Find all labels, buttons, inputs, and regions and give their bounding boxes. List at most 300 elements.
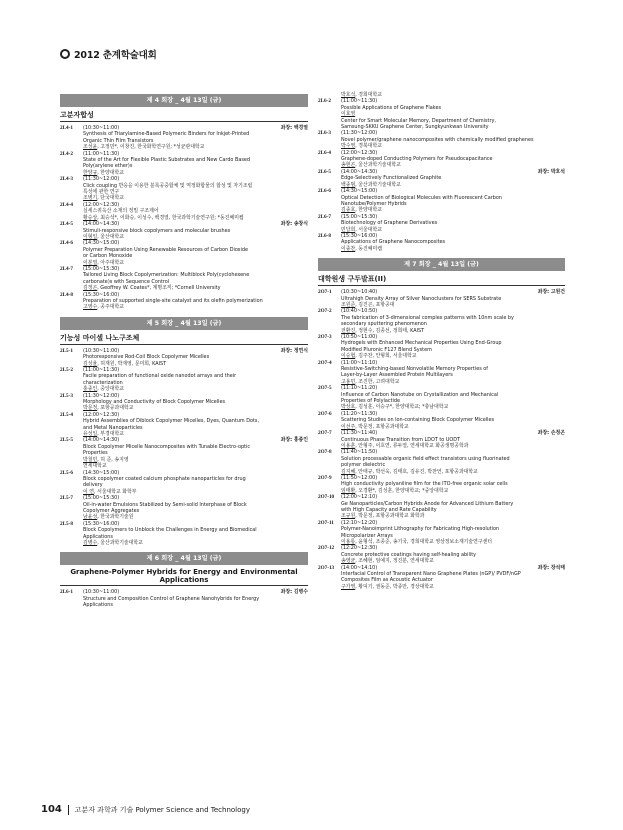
session-chair: 좌장: 손정곤: [537, 430, 565, 437]
talk-body: [341, 545, 565, 564]
co-authors-affiliation: , 허 준, 송지영: [97, 456, 129, 463]
talk-time: (11:00~11:30): [83, 367, 120, 373]
talk-body: [341, 565, 565, 591]
talk-code: 2L4-6: [60, 240, 73, 247]
talk-title-line: Applications: [83, 533, 113, 540]
talk-time: (10:30~11:00): [83, 589, 120, 596]
co-authors-affiliation: , 안형주, 이호연, 류두열, 연세대학교 화공생명공학과: [355, 442, 469, 449]
talk-title-line: or Carbon Monoxide: [83, 253, 133, 260]
talk-code: 2L6-2: [318, 98, 331, 105]
talk-body: [341, 334, 565, 360]
talk-body: [83, 348, 308, 367]
co-authors-affiliation: , 서울대학교: [355, 226, 382, 233]
talk-code: 2L6-8: [318, 232, 331, 239]
session-chair: 좌장: 김병수: [280, 589, 308, 596]
page-number: 104: [41, 804, 62, 815]
talk-entry: [318, 150, 565, 169]
talk-authors: [341, 584, 565, 590]
talk-title-line: High conductivity polyaniline film for the ITO-free organic solar cells: [341, 481, 508, 488]
presenting-author: 김성율: [83, 360, 98, 367]
talk-code: 2O7-5: [318, 385, 332, 392]
page-header: [60, 47, 157, 61]
talk-entry: [60, 367, 308, 393]
talk-time: (11:30~11:40): [341, 430, 378, 437]
talk-body: [341, 188, 565, 214]
presenting-author: 조원준: [341, 301, 356, 308]
talk-body: [83, 266, 308, 292]
co-authors-affiliation: , 서울대학교 화학부: [94, 488, 137, 495]
talk-entry: [60, 202, 308, 221]
talk-body: [341, 150, 565, 169]
talk-entry: [318, 545, 565, 564]
talk-title-line: Graphene-doped Conducting Polymers for Pseudocapacitance: [341, 156, 493, 163]
talk-entry: [318, 360, 565, 386]
session-chair: 좌장: 홍종인: [280, 437, 308, 444]
talk-body: [341, 308, 565, 334]
presenting-author: 송현곤: [341, 162, 356, 169]
talk-entry: [60, 176, 308, 202]
talk-entry: [60, 266, 308, 292]
session-section: [318, 258, 565, 590]
talk-entry: [60, 348, 308, 367]
talk-title-line: Layer-by-Layer Assembled Protein Multilayers: [341, 372, 453, 379]
co-authors-affiliation: , 김성훈, 이승구*, 한양대학교; *충남대학교: [355, 404, 449, 411]
talk-code: 2L6-1: [60, 589, 73, 596]
session-topic-title: 기능성 마이셀 나노구조체: [60, 333, 308, 345]
co-authors-affiliation: , 부경대학교: [97, 431, 124, 438]
co-authors-affiliation: , 김주찬, 안형희, 서울대학교: [355, 353, 417, 360]
talk-title-line: Biotechnology of Graphene Derivatives: [341, 220, 438, 227]
talk-code: 2O7-6: [318, 410, 332, 417]
talk-authors: [341, 246, 565, 252]
talk-code: 2L6-6: [318, 188, 331, 195]
talk-code: 2O7-7: [318, 430, 332, 437]
presenting-author: 고용민: [341, 378, 356, 385]
talk-code: 2L5-2: [60, 367, 73, 373]
co-authors-affiliation: , 안태규, 박선욱, 김태호, 김유진, 박찬언, 포항공과대학교: [355, 468, 478, 475]
talk-code: 2O7-1: [318, 289, 332, 296]
talk-title-line: with High Capacity and Rate Capability: [341, 506, 437, 513]
talk-title-line: 특성에 관한 연구: [83, 189, 120, 196]
presenting-author: 이분열: [83, 259, 98, 266]
talk-body: [341, 130, 565, 149]
talk-time: (11:30~12:00): [83, 176, 120, 183]
talk-title-line: Resistive-Switching-based Nonvolatile Memory Properties of: [341, 366, 489, 373]
talk-title-line: Nanotube/Polymer Hybrids: [341, 200, 407, 207]
presenting-author: 김종호: [341, 207, 356, 214]
page-footer: [41, 804, 250, 815]
talk-entry: [318, 98, 565, 130]
talk-authors: [83, 304, 308, 310]
talk-title-line: Synthesis of Triarylamine-Based Polymeric Binders for Inkjet-Printed: [83, 131, 250, 138]
session-section: [60, 317, 308, 547]
talk-body: [83, 221, 308, 240]
talk-time: (14:00~14:10): [341, 564, 378, 571]
talk-title-line: Properties of Polylactide: [341, 398, 400, 405]
talk-time: (15:00~15:30): [83, 495, 120, 502]
talk-body: [341, 98, 565, 130]
talk-code: 2O7-13: [318, 564, 335, 571]
co-authors-affiliation: , 경희대학교: [355, 92, 382, 98]
talk-body: [341, 411, 565, 430]
talk-body: [83, 495, 308, 521]
talk-title-line: Preparation of supported single-site catalyst and its olefin polymerization: [83, 297, 263, 304]
talk-time: (11:10~11:20): [341, 385, 378, 392]
talk-code: 2L6-5: [318, 168, 331, 175]
footer-divider: [68, 805, 69, 815]
talk-title-line: characterization: [83, 379, 123, 386]
presenting-author: 박호석: [341, 92, 356, 98]
co-authors-affiliation: , 공주대학교: [97, 304, 124, 311]
presenting-author: 민달희: [341, 226, 356, 233]
talk-title-line: Polymer Preparation Using Renewable Resources of Carbon Dioxide: [83, 246, 249, 253]
talk-body: [341, 449, 565, 475]
presenting-author: 김정곤: [83, 285, 98, 292]
talk-code: 2L4-4: [60, 201, 73, 208]
presenting-author: 전환진: [341, 327, 356, 334]
talk-body: [83, 521, 308, 547]
talk-body: [341, 169, 565, 188]
talk-code: 2O7-3: [318, 334, 332, 340]
talk-body: [83, 151, 308, 177]
co-authors-affiliation: , 울산과학기술대학교: [355, 181, 401, 188]
talk-entry: [318, 188, 565, 214]
talk-entry: [318, 411, 565, 430]
talk-title-line: Morphology and Conductivity of Block Copolymer Micelles: [83, 399, 226, 406]
talk-title-line: Novel polymer/graphene nanocomposites with chemically modified graphenes: [341, 136, 534, 143]
talk-body: [83, 589, 308, 608]
talk-time: (14:30~15:00): [341, 188, 378, 195]
presenting-author: 임태환: [341, 487, 356, 494]
talk-body: [341, 385, 565, 411]
presenting-author: 한양규: [83, 169, 98, 176]
talk-title-line: Block copolymer coated calcium phosphate nanoparticles for drug: [83, 475, 246, 482]
session-section: [318, 92, 565, 252]
co-authors-affiliation: , 김진곤, 포항공대: [355, 301, 395, 308]
talk-time: (14:30~15:00): [83, 240, 120, 247]
left-column: [60, 92, 308, 615]
header-title: 2012 춘계학술대회: [74, 50, 157, 61]
talk-body: [83, 367, 308, 393]
talk-entry: [60, 495, 308, 521]
talk-title-line: Organic Thin Film Transistors: [83, 137, 154, 144]
talk-body: [83, 470, 308, 496]
talk-entry: [60, 292, 308, 311]
talk-body: [83, 240, 308, 266]
talk-title-line: Structure and Composition Control of Graphene Nanohybrids for Energy: [83, 595, 260, 602]
journal-name: 고분자 과학과 기술 Polymer Science and Technology: [74, 805, 250, 814]
session-topic-title: 대학원생 구두발표(II): [318, 274, 565, 286]
presenting-author: 이용훈: [341, 442, 356, 449]
co-authors-affiliation: , 포항공과대학교: [97, 405, 134, 412]
talk-body: [341, 430, 565, 449]
talk-title-line: Copolymer Aggregates: [83, 507, 140, 514]
talk-title-line: polymer dielectric: [341, 462, 386, 469]
co-authors-affiliation: , 박문정, 포항공과대학교 화학과: [355, 513, 425, 520]
talk-body: [341, 520, 565, 546]
co-authors-affiliation: , 울산과학기술대학교: [355, 162, 401, 169]
talk-time: (15:00~15:30): [341, 213, 378, 220]
presenting-author: 구가영: [341, 583, 356, 590]
talk-code: 2L4-2: [60, 150, 73, 157]
co-authors-affiliation: , 경북대학교: [355, 143, 382, 150]
talk-body: [341, 360, 565, 386]
talk-code: 2L4-5: [60, 221, 73, 228]
presenting-author: 유성일: [83, 431, 98, 438]
presenting-author: 박철민: [83, 456, 98, 463]
talk-title-line: Applications of Graphene Nanocomposites: [341, 239, 446, 246]
co-authors-affiliation: , 최승석*, 이화승, 이성수, 백경열, 한국과학기술연구원; *동진쎄미켐: [97, 214, 244, 221]
talk-time: (10:50~11:00): [341, 334, 378, 340]
talk-time: (11:00~11:10): [341, 359, 378, 366]
co-authors-affiliation: , 아주대학교: [97, 259, 124, 266]
talk-entry: [60, 521, 308, 547]
presenting-author: 이형일: [83, 233, 98, 240]
co-authors-affiliation: , 박문정, 포항공과대학교: [355, 423, 409, 430]
talk-title-line: Applications: [83, 602, 113, 609]
talk-time: (11:40~11:50): [341, 449, 378, 456]
talk-entry: [318, 130, 565, 149]
session-header: 제 4 회장 _ 4월 13일 (금): [60, 94, 308, 107]
talk-title-line: delivery: [83, 482, 103, 489]
presenting-author: 조규원: [341, 513, 356, 520]
co-authors-affiliation: , 울산과학기술대학교: [97, 539, 143, 546]
talk-entry: [318, 289, 565, 308]
talk-entry: [318, 308, 565, 334]
co-authors-affiliation: , 고정민*, 이창진, 한국화학연구원; *성균관대학교: [97, 144, 205, 151]
talk-code: 2L6-7: [318, 213, 331, 220]
talk-body: [341, 494, 565, 520]
talk-title-line: Optical Detection of Biological Molecules with Fluorescent Carbon: [341, 194, 502, 201]
talk-title-line: Block Copolymers to Unblock the Challenges in Energy and Biomedical: [83, 527, 257, 534]
talk-code: 2L5-3: [60, 392, 73, 399]
talk-time: (14:00~14:30): [83, 437, 120, 444]
session-section: [60, 552, 308, 608]
talk-body: [83, 292, 308, 311]
talk-entry: [60, 437, 308, 469]
presenting-author: 박상호: [341, 404, 356, 411]
co-authors-affiliation: , 단국대학교: [97, 195, 124, 202]
talk-title-line: State of the Art for Flexible Plastic Substrates and New Cardo Based: [83, 157, 250, 164]
right-column: [318, 92, 565, 596]
talk-time: (11:30~12:00): [83, 392, 120, 399]
session-header: 제 7 회장 _ 4월 13일 (금): [318, 258, 565, 271]
session-chair: 좌장: 박호석: [537, 168, 565, 175]
talk-time: (10:30~11:00): [83, 347, 120, 354]
talk-time: (11:20~11:30): [341, 410, 378, 417]
session-section: [60, 94, 308, 311]
talk-title-line: Micropolarizer Arrays: [341, 532, 393, 539]
talk-body: [83, 202, 308, 221]
talk-time: (11:50~12:00): [341, 474, 378, 481]
talk-code: 2L4-8: [60, 291, 73, 298]
talk-time: (14:00~14:30): [341, 168, 378, 175]
talk-code: 2L5-1: [60, 347, 73, 354]
talk-time: (14:30~15:00): [83, 469, 120, 476]
talk-time: (12:10~12:20): [341, 519, 378, 526]
talk-body: [83, 412, 308, 438]
talk-entry: [60, 412, 308, 438]
talk-code: 2L6-3: [318, 130, 331, 137]
talk-body: [341, 233, 565, 252]
presenting-author: 조성윤: [83, 144, 98, 151]
talk-time: (12:20~12:30): [341, 545, 378, 552]
talk-title-line: Click coupling 반응을 이용한 블록공중합체 및 역정화합물의 합성 및 자기조립: [83, 182, 253, 189]
talk-code: 2O7-11: [318, 519, 334, 526]
talk-entry: [318, 475, 565, 494]
talk-code: 2O7-12: [318, 545, 335, 552]
talk-entry: [60, 151, 308, 177]
presenting-author: 이종찬: [341, 245, 356, 252]
talk-code: 2O7-2: [318, 308, 332, 315]
co-authors-affiliation: , 한국과학기술원: [97, 514, 134, 521]
session-chair: 좌장: 송창식: [280, 221, 308, 228]
talk-time: (14:00~14:30): [83, 221, 120, 228]
talk-entry: [318, 494, 565, 520]
talk-title-line: The fabrication of 3-dimensional complex patterns with 10nm scale by: [341, 314, 514, 321]
co-authors-affiliation: , 중앙대학교: [97, 386, 124, 393]
talk-time: (15:30~16:00): [83, 520, 120, 527]
presenting-author: 황승상: [83, 214, 98, 221]
talk-title-line: Properties: [83, 450, 108, 457]
talk-body: [341, 475, 565, 494]
session-header: 제 5 회장 _ 4월 13일 (금): [60, 317, 308, 330]
talk-title-line: Composites Film as Acoustic Actuator: [341, 577, 433, 584]
talk-time: (12:00~12:30): [83, 411, 120, 418]
affiliation-line: Center for Smart Molecular Memory, Department of Chemistry,: [341, 117, 496, 124]
talk-code: 2L5-6: [60, 469, 73, 476]
talk-time: (12:00~12:10): [341, 494, 378, 501]
talk-time: (11:30~12:00): [341, 130, 378, 137]
presenting-author: 박문정: [83, 405, 98, 412]
presenting-author: 이 연: [83, 488, 95, 495]
presenting-author: 조병기: [83, 195, 98, 202]
talk-entry: [60, 470, 308, 496]
talk-body: [83, 393, 308, 412]
co-authors-affiliation: , 오경환*, 김성훈, 한양대학교; *중앙대학교: [355, 487, 449, 494]
talk-time: (11:00~11:30): [341, 98, 378, 105]
session-chair: 좌장: 백경열: [280, 125, 308, 131]
co-authors-affiliation: , 울산대학교: [97, 233, 124, 240]
co-authors-affiliation: , 동진쎄미켐: [355, 245, 382, 252]
talk-time: (12:00~12:30): [83, 201, 120, 208]
talk-body: [83, 125, 308, 151]
talk-entry: [60, 221, 308, 240]
talk-code: 2L5-8: [60, 520, 73, 527]
co-authors-affiliation: , 허재원, 박재영, 문미희, KAIST: [97, 360, 167, 367]
co-authors-affiliation: , 한양대학교: [355, 207, 382, 214]
presenting-author: 이승협: [341, 353, 356, 360]
session-chair: 좌장: 고원건: [537, 289, 565, 296]
talk-entry: [318, 385, 565, 411]
talk-title-line: Stimuli-responsive block copolymers and molecular brushes: [83, 227, 231, 234]
session-chair: 좌장: 장석태: [537, 564, 565, 571]
co-authors-affiliation: , 한양대학교: [97, 169, 124, 176]
talk-entry: [318, 334, 565, 360]
presenting-author: 홍종인: [83, 386, 98, 393]
talk-entry: [318, 565, 565, 591]
talk-body: [83, 176, 308, 202]
talk-entry: [318, 169, 565, 188]
talk-time: (12:00~12:30): [341, 149, 378, 156]
talk-title-line: secondary sputtering phenomenon: [341, 321, 427, 328]
talk-title-line: and Metal Nanoparticles: [83, 424, 143, 431]
talk-code: 2L5-4: [60, 411, 73, 418]
talk-title-line: Modified Pluronic F127 Blend System: [341, 346, 432, 353]
talk-code: 2L4-1: [60, 125, 73, 131]
talk-code: 2O7-8: [318, 449, 332, 456]
talk-title-line: Concrete protective coatings having self-healing ability: [341, 551, 477, 558]
talk-code: 2L5-5: [60, 437, 73, 444]
talk-title-line: Block Copolymer Micelle Nanocomposites with Tunable Electro-optic: [83, 443, 251, 450]
talk-title-line: Influence of Carbon Nanotube on Crystallization and Mechanical: [341, 391, 499, 398]
talk-code: 2O7-4: [318, 359, 332, 366]
talk-body: [341, 289, 565, 308]
talk-title-line: Ultrahigh Density Array of Silver Nanoclusters for SERS Substrate: [341, 295, 502, 302]
conference-logo-icon: [60, 49, 70, 59]
co-authors-affiliation: , 정현수, 김종선, 정희태, KAIST: [355, 327, 425, 334]
talk-entry: [318, 449, 565, 475]
talk-code: 2O7-10: [318, 494, 335, 501]
co-authors-affiliation: , 황덕기, 권동준, 박종만, 경상대학교: [355, 583, 434, 590]
presenting-author: 김병수: [83, 539, 98, 546]
talk-title-line: carbonate)s with Sequence Control: [83, 278, 170, 285]
talk-time: (15:30~16:00): [83, 291, 120, 298]
talk-code: 2L5-7: [60, 495, 73, 502]
talk-title-line: 실세스퀴옥산 소재의 정밀 구조제어: [83, 208, 159, 215]
talk-body: [341, 214, 565, 233]
talk-entry: [318, 233, 565, 252]
talk-title-line: Ge Nanoparticles/Carbon Hybrids Anode for Advanced Lithium Battery: [341, 500, 514, 507]
session-chair: 좌장: 정연식: [280, 347, 308, 354]
talk-title-line: Scattering Studies on Ion-containing Block Copolymer Micelles: [341, 417, 495, 424]
session-topic-title: Graphene-Polymer Hybrids for Energy and Environmental Applications: [60, 568, 308, 586]
talk-title-line: Tailored Living Block Copolymerization: Multiblock Poly(cyclohexene: [83, 272, 250, 279]
talk-entry: [60, 393, 308, 412]
presenting-author: 박수영: [341, 143, 356, 150]
talk-time: (10:30~11:00): [83, 125, 120, 131]
talk-time: (10:40~10:50): [341, 308, 378, 315]
session-header: 제 6 회장 _ 4월 13일 (금): [60, 552, 308, 565]
talk-title-line: Facile preparation of functional oxide nanodot arrays and their: [83, 373, 237, 380]
co-authors-affiliation: , 조진한, 고려대학교: [355, 378, 400, 385]
talk-title-line: Hybrid Assemblies of Diblock Copolymer Micelles, Dyes, Quantum Dots,: [83, 418, 260, 425]
talk-title-line: Solution processable organic field effect transistors using fluorinated: [341, 455, 510, 462]
talk-title-line: Hydrogels with Enhanced Mechanical Properties Using End-Group: [341, 340, 502, 347]
talk-title-line: Possible Applications of Graphene Flakes: [341, 104, 442, 111]
co-authors-affiliation: , 조혜현, 임예지, 정진분, 연세대학교: [355, 558, 434, 565]
talk-title-line: Polymer-Nanoimprint Lithography for Fabricating High-resolution: [341, 526, 500, 533]
talk-title-line: Oil-in-water Emulsions Stabilized by Semi-solid Interphase of Block: [83, 501, 247, 508]
talk-entry: [318, 520, 565, 546]
talk-title-line: Poly(arylene ether)s: [83, 163, 133, 170]
talk-title-line: Continuous Phase Transition from LDOT to UODT: [341, 436, 461, 443]
talk-time: (11:00~11:30): [83, 150, 120, 157]
talk-time: (10:30~10:40): [341, 289, 378, 296]
talk-entry: [318, 430, 565, 449]
presenting-author: 백종범: [341, 181, 356, 188]
presenting-author: 김지혜: [341, 468, 356, 475]
affiliation-line: 연세대학교: [83, 463, 107, 470]
session-topic-title: 고분자합성: [60, 110, 308, 122]
talk-authors: [83, 540, 308, 546]
talk-title-line: Edge-Selectively Functionalized Graphite: [341, 175, 442, 182]
talk-code: 2L4-7: [60, 265, 73, 272]
talk-entry: [60, 240, 308, 266]
co-authors-affiliation: , 윤형석, 조종준, 송기국, 경희대학교 영상정보소재기술연구센터: [355, 539, 493, 545]
talk-body: [83, 437, 308, 469]
presenting-author: 남윤성: [83, 514, 98, 521]
